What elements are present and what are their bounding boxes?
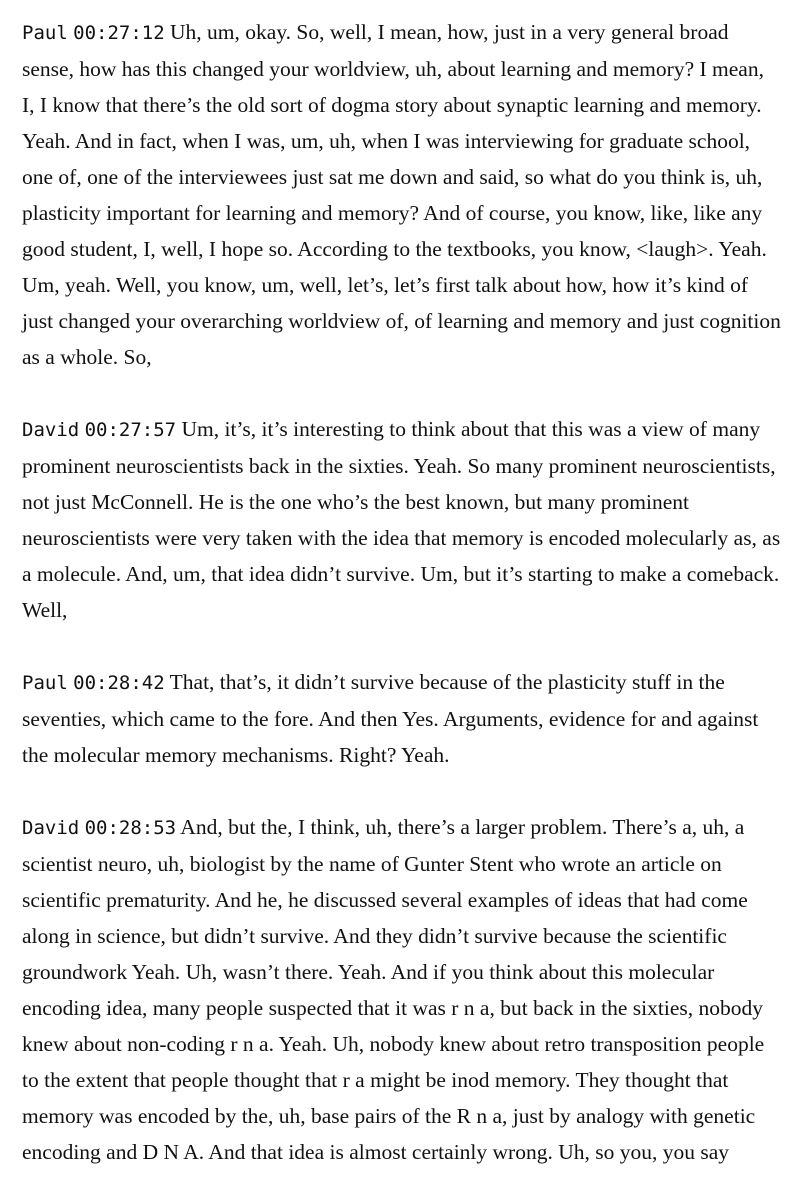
entry-text: Um, it’s, it’s interesting to think about that this was a view of many prominent neuroscientists back in the sixties. Yeah. So many prominent neuroscientists, not just McConnell. He is the one who’s the best known, but many prominent neuroscientists were very taken with the idea that memory is encoded molecularly as, as a molecule. And, um, that idea didn’t survive. Um, but it’s starting to make a comeback. Well,	[22, 417, 781, 622]
transcript-entry	[22, 411, 781, 628]
transcript-entry	[22, 14, 781, 375]
timestamp: 00:27:12	[73, 22, 165, 44]
speaker-name: Paul	[22, 672, 68, 694]
entry-text: That, that’s, it didn’t survive because of the plasticity stuff in the seventies, which came to the fore. And then Yes. Arguments, evidence for and against the molecular memory mechanisms. Right? Yeah.	[22, 670, 759, 767]
timestamp: 00:28:53	[84, 817, 177, 839]
entry-text: And, but the, I think, uh, there’s a larger problem. There’s a, uh, a scientist neuro, uh, biologist by the name of Gunter Stent who wrote an article on scientific prematurity. And he, he discussed several examples of ideas that had come along in science, but didn’t survive. And they didn’t survive because the scientific groundwork Yeah. Uh, wasn’t there. Yeah. And if you think about this molecular encoding idea, many people suspected that it was r n a, but back in the sixties, nobody knew about non-coding r n a. Yeah. Uh, nobody knew about retro transposition people to the extent that people thought that r a might be inod memory. They thought that memory was encoded by the, uh, base pairs of the R n a, just by analogy with genetic encoding and D N A. And that idea is almost certainly wrong. Uh, so you, you say	[22, 815, 765, 1164]
speaker-name: Paul	[22, 22, 68, 44]
speaker-name: David	[22, 419, 80, 441]
timestamp: 00:27:57	[84, 419, 177, 441]
speaker-name: David	[22, 817, 80, 839]
timestamp: 00:28:42	[73, 672, 165, 694]
entry-text: Uh, um, okay. So, well, I mean, how, just in a very general broad sense, how has this changed your worldview, uh, about learning and memory? I mean, I, I know that there’s the old sort of dogma story about synaptic learning and memory. Yeah. And in fact, when I was, um, uh, when I was interviewing for graduate school, one of, one of the interviewees just sat me down and said, so what do you think is, uh, plasticity important for learning and memory? And of course, you know, like, like any good student, I, well, I hope so. According to the textbooks, you know, <laugh>. Yeah. Um, yeah. Well, you know, um, well, let’s, let’s first talk about how, how it’s kind of just changed your overarching worldview of, of learning and memory and just cognition as a whole. So,	[22, 20, 781, 369]
transcript-entry	[22, 809, 781, 1170]
transcript-entry	[22, 664, 781, 773]
